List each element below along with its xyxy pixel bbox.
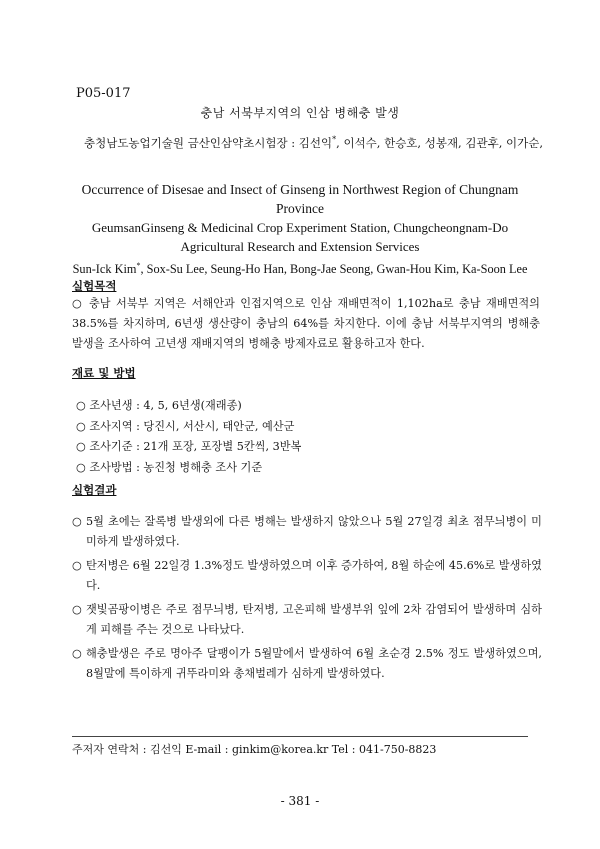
korean-affiliation: 충청남도농업기술원 금산인삼약초시험장 : 김선익 (84, 136, 333, 150)
bullet-circle-icon: ○ (72, 559, 82, 572)
english-corresponding-mark: * (136, 261, 141, 270)
results-list (72, 512, 542, 688)
materials-list (76, 396, 536, 478)
materials-item: ○ 조사지역 : 당진시, 서산시, 태안군, 예산군 (76, 419, 295, 433)
bullet-circle-icon: ○ (72, 603, 82, 616)
results-item (72, 600, 542, 640)
english-affiliation: GeumsanGinseng & Medicinal Crop Experiment Station, Chungcheongnam-Do Agricultural Research and Extension Services (91, 220, 509, 254)
bullet-circle-icon: ○ (72, 515, 82, 528)
materials-heading: 재료 및 방법 (72, 366, 136, 380)
english-other-authors: , Sox-Su Lee, Seung-Ho Han, Bong-Jae Seong, Gwan-Hou Kim, Ka-Soon Lee (140, 262, 528, 277)
materials-item: ○ 조사방법 : 농진청 병해충 조사 기준 (76, 460, 263, 474)
materials-item: ○ 조사기준 : 21개 포장, 포장별 5칸씩, 3반복 (76, 440, 302, 453)
korean-title: 충남 서북부지역의 인삼 병해충 발생 (200, 106, 400, 120)
english-header (60, 180, 540, 279)
results-item (72, 512, 542, 552)
english-authors (60, 256, 540, 279)
objective-text: ○ 충남 서북부 지역은 서해안과 인접지역으로 인삼 재배면적이 1,102ha로 충남 재배면적의 38.5%를 차지하며, 6년생 생산량이 충남의 64%를 차지한다. 이에 충남 서북부지역의 병해충 발생을 조사하여 고년생 재배지역의 병해충 방제자료로 활용하고자 한다. (72, 297, 540, 350)
english-title: Occurrence of Disesae and Insect of Ginseng in Northwest Region of Chungnam Province (81, 182, 519, 216)
results-item-text: 잿빛곰팡이병은 주로 점무늬병, 탄저병, 고온피해 발생부위 잎에 2차 감염되어 발생하며 심하게 피해를 주는 것으로 나타났다. (86, 603, 542, 636)
bullet-circle-icon: ○ (72, 647, 82, 660)
abstract-code: P05-017 (76, 86, 131, 101)
materials-item: ○ 조사년생 : 4, 5, 6년생(재래종) (76, 399, 242, 412)
results-item (72, 644, 542, 684)
results-item-text: 해충발생은 주로 명아주 달팽이가 5월말에서 발생하여 6월 초순경 2.5% 정도 발생하였으며, 8월말에 특이하게 귀뚜라미와 총채벌레가 심하게 발생하였다. (86, 647, 542, 680)
page-number: - 381 - (280, 794, 320, 808)
korean-authors: , 이석수, 한승호, 성봉재, 김관후, 이가순, (336, 136, 543, 150)
results-item (72, 556, 542, 596)
results-item-text: 탄저병은 6월 22일경 1.3%정도 발생하였으며 이후 증가하여, 8월 하순에 45.6%로 발생하였다. (86, 559, 542, 592)
results-item-text: 5월 초에는 잘록병 발생외에 다른 병해는 발생하지 않았으나 5월 27일경 최초 점무늬병이 미미하게 발생하였다. (86, 515, 542, 548)
objective-heading: 실험목적 (72, 279, 117, 293)
korean-affiliation-authors (84, 135, 543, 151)
corresponding-mark: * (332, 135, 337, 145)
contact-info: 주저자 연락처 : 김선익 E-mail : ginkim@korea.kr Tel : 041-750-8823 (72, 743, 437, 756)
results-heading: 실험결과 (72, 483, 117, 497)
english-first-author: Sun-Ick Kim (72, 262, 137, 277)
footnote-divider (72, 736, 528, 737)
